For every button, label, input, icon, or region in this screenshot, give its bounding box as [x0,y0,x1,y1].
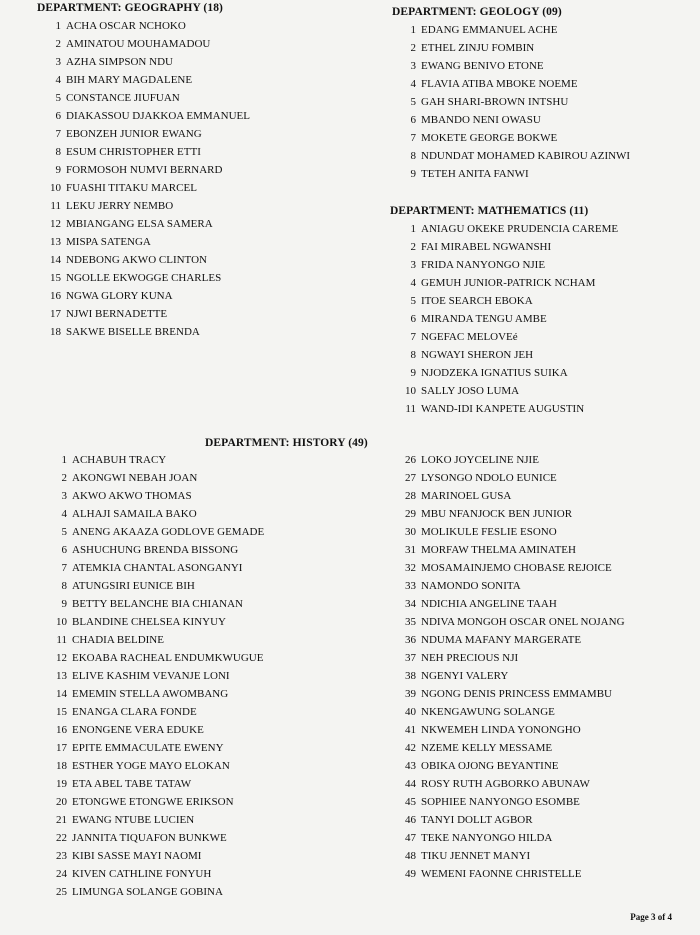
item-number: 31 [405,544,416,556]
list-item [37,505,264,523]
item-name: KIVEN CATHLINE FONYUH [72,868,212,880]
list-item [390,523,625,541]
item-name: JANNITA TIQUAFON BUNKWE [72,832,227,844]
item-number: 1 [410,223,416,235]
item-name: LOKO JOYCELINE NJIE [421,454,539,466]
list-item [390,487,625,505]
item-name: AKWO AKWO THOMAS [72,490,192,502]
list-item [37,107,250,125]
item-number: 28 [405,490,416,502]
item-number: 11 [405,403,416,415]
list-item [390,541,625,559]
list-item [390,649,625,667]
item-number: 4 [410,277,416,289]
item-number: 38 [405,670,416,682]
item-number: 9 [410,168,416,180]
item-number: 45 [405,796,416,808]
item-number: 4 [61,508,67,520]
item-name: NKENGAWUNG SOLANGE [421,706,555,718]
geography-list [37,17,250,341]
item-name: ACHA OSCAR NCHOKO [66,20,186,32]
item-number: 34 [405,598,416,610]
item-number: 18 [50,326,61,338]
item-name: EMEMIN STELLA AWOMBANG [72,688,229,700]
list-item [37,559,264,577]
item-number: 49 [405,868,416,880]
list-item [390,310,618,328]
item-number: 7 [61,562,67,574]
item-number: 32 [405,562,416,574]
item-number: 9 [61,598,67,610]
item-name: MISPA SATENGA [66,236,151,248]
history-list-left [37,451,264,901]
page-number: Page 3 of 4 [630,912,672,922]
item-number: 12 [50,218,61,230]
item-number: 11 [50,200,61,212]
list-item [390,829,625,847]
item-name: GAH SHARI-BROWN INTSHU [421,96,569,108]
mathematics-heading: DEPARTMENT: MATHEMATICS (11) [390,205,589,217]
item-name: ETA ABEL TABE TATAW [72,778,192,790]
item-number: 46 [405,814,416,826]
item-name: CHADIA BELDINE [72,634,164,646]
list-item [392,111,630,129]
list-item [37,233,250,251]
item-name: FORMOSOH NUMVI BERNARD [66,164,223,176]
list-item [37,739,264,757]
list-item [390,400,618,418]
item-name: ELIVE KASHIM VEVANJE LONI [72,670,230,682]
item-number: 30 [405,526,416,538]
list-item [37,775,264,793]
item-number: 13 [56,670,67,682]
item-name: EBONZEH JUNIOR EWANG [66,128,202,140]
item-name: TANYI DOLLT AGBOR [421,814,533,826]
item-name: MIRANDA TENGU AMBE [421,313,547,325]
item-number: 16 [50,290,61,302]
item-number: 10 [405,385,416,397]
item-number: 7 [55,128,61,140]
list-item [37,17,250,35]
item-number: 1 [410,24,416,36]
list-item [37,215,250,233]
item-number: 26 [405,454,416,466]
item-number: 5 [410,96,416,108]
item-name: NKWEMEH LINDA YONONGHO [421,724,581,736]
item-number: 5 [61,526,67,538]
item-name: LYSONGO NDOLO EUNICE [421,472,557,484]
item-number: 37 [405,652,416,664]
item-name: OBIKA OJONG BEYANTINE [421,760,559,772]
item-number: 17 [56,742,67,754]
list-item [37,631,264,649]
list-item [37,487,264,505]
item-name: ESUM CHRISTOPHER ETTI [66,146,201,158]
item-number: 2 [410,42,416,54]
item-number: 6 [55,110,61,122]
item-number: 6 [410,313,416,325]
item-name: ATEMKIA CHANTAL ASONGANYI [72,562,243,574]
list-item [390,292,618,310]
list-item [37,71,250,89]
item-name: MARINOEL GUSA [421,490,512,502]
list-item [390,721,625,739]
item-name: BLANDINE CHELSEA KINYUY [72,616,226,628]
item-name: EWANG NTUBE LUCIEN [72,814,195,826]
item-name: ANENG AKAAZA GODLOVE GEMADE [72,526,265,538]
list-item [37,323,250,341]
item-number: 8 [61,580,67,592]
item-number: 14 [56,688,67,700]
list-item [37,251,250,269]
list-item [37,847,264,865]
item-name: FRIDA NANYONGO NJIE [421,259,546,271]
list-item [392,21,630,39]
item-number: 9 [410,367,416,379]
item-name: ROSY RUTH AGBORKO ABUNAW [421,778,590,790]
item-name: ENONGENE VERA EDUKE [72,724,204,736]
item-name: KIBI SASSE MAYI NAOMI [72,850,202,862]
item-number: 14 [50,254,61,266]
item-name: FLAVIA ATIBA MBOKE NOEME [421,78,578,90]
item-name: AKONGWI NEBAH JOAN [72,472,198,484]
item-name: ESTHER YOGE MAYO ELOKAN [72,760,230,772]
list-item [37,613,264,631]
item-number: 2 [410,241,416,253]
list-item [390,346,618,364]
item-number: 3 [410,60,416,72]
mathematics-section [390,203,618,418]
item-name: NGWAYI SHERON JEH [421,349,534,361]
item-number: 27 [405,472,416,484]
item-number: 42 [405,742,416,754]
list-item [37,649,264,667]
list-item [37,829,264,847]
item-number: 16 [56,724,67,736]
item-name: ASHUCHUNG BRENDA BISSONG [72,544,239,556]
item-number: 10 [56,616,67,628]
list-item [392,57,630,75]
list-item [37,811,264,829]
item-name: EKOABA RACHEAL ENDUMKWUGUE [72,652,264,664]
item-number: 44 [405,778,416,790]
item-name: WAND-IDI KANPETE AUGUSTIN [421,403,585,415]
list-item [390,667,625,685]
item-number: 11 [56,634,67,646]
item-name: LEKU JERRY NEMBO [66,200,174,212]
list-item [37,595,264,613]
item-number: 6 [61,544,67,556]
item-number: 23 [56,850,67,862]
list-item [390,685,625,703]
item-name: NAMONDO SONITA [421,580,521,592]
item-name: MOKETE GEORGE BOKWE [421,132,558,144]
list-item [37,125,250,143]
item-number: 2 [61,472,67,484]
item-number: 13 [50,236,61,248]
item-number: 36 [405,634,416,646]
list-item [390,847,625,865]
list-item [37,305,250,323]
item-number: 39 [405,688,416,700]
list-item [37,35,250,53]
list-item [37,523,264,541]
list-item [392,129,630,147]
list-item [37,287,250,305]
item-name: MOSAMAINJEMO CHOBASE REJOICE [421,562,612,574]
item-name: GEMUH JUNIOR-PATRICK NCHAM [421,277,596,289]
item-name: ENANGA CLARA FONDE [72,706,197,718]
item-name: NDEBONG AKWO CLINTON [66,254,207,266]
list-item [390,364,618,382]
item-name: NDIVA MONGOH OSCAR ONEL NOJANG [421,616,625,628]
item-name: ANIAGU OKEKE PRUDENCIA CAREME [421,223,619,235]
item-number: 8 [55,146,61,158]
item-number: 2 [55,38,61,50]
list-item [390,451,625,469]
item-name: EPITE EMMACULATE EWENY [72,742,224,754]
history-list-right [390,451,625,883]
item-name: NDUNDAT MOHAMED KABIROU AZINWI [421,150,631,162]
list-item [37,89,250,107]
item-name: ATUNGSIRI EUNICE BIH [72,580,195,592]
geology-section [392,4,630,183]
item-number: 48 [405,850,416,862]
list-item [37,577,264,595]
history-left-column [37,451,264,901]
list-item [37,667,264,685]
item-number: 8 [410,150,416,162]
item-number: 18 [56,760,67,772]
item-number: 20 [56,796,67,808]
item-name: MBIANGANG ELSA SAMERA [66,218,213,230]
item-name: NZEME KELLY MESSAME [421,742,553,754]
item-number: 5 [410,295,416,307]
item-number: 7 [410,132,416,144]
history-section [205,435,368,451]
item-name: DIAKASSOU DJAKKOA EMMANUEL [66,110,250,122]
item-number: 5 [55,92,61,104]
list-item [37,541,264,559]
item-name: NGONG DENIS PRINCESS EMMAMBU [421,688,612,700]
list-item [392,147,630,165]
list-item [390,793,625,811]
item-name: ALHAJI SAMAILA BAKO [72,508,197,520]
item-name: EWANG BENIVO ETONE [421,60,544,72]
item-name: EDANG EMMANUEL ACHE [421,24,558,36]
item-number: 1 [61,454,67,466]
item-name: LIMUNGA SOLANGE GOBINA [72,886,223,898]
item-number: 40 [405,706,416,718]
list-item [392,165,630,183]
list-item [390,577,625,595]
list-item [37,721,264,739]
item-number: 21 [56,814,67,826]
list-item [390,739,625,757]
item-number: 12 [56,652,67,664]
item-name: MBU NFANJOCK BEN JUNIOR [421,508,573,520]
list-item [390,865,625,883]
item-number: 4 [410,78,416,90]
item-name: FUASHI TITAKU MARCEL [66,182,197,194]
item-number: 3 [410,259,416,271]
item-number: 9 [55,164,61,176]
list-item [390,811,625,829]
list-item [37,451,264,469]
item-number: 8 [410,349,416,361]
list-item [392,75,630,93]
list-item [390,505,625,523]
item-number: 29 [405,508,416,520]
item-number: 10 [50,182,61,194]
list-item [37,179,250,197]
list-item [390,469,625,487]
item-name: BETTY BELANCHE BIA CHIANAN [72,598,243,610]
item-name: FAI MIRABEL NGWANSHI [421,241,552,253]
list-item [37,469,264,487]
list-item [37,143,250,161]
list-item [37,793,264,811]
item-name: NGENYI VALERY [421,670,509,682]
geography-heading: DEPARTMENT: GEOGRAPHY (18) [37,2,223,14]
item-name: AZHA SIMPSON NDU [66,56,173,68]
item-number: 1 [55,20,61,32]
item-name: WEMENI FAONNE CHRISTELLE [421,868,582,880]
item-number: 15 [56,706,67,718]
history-right-column [390,451,625,883]
list-item [37,883,264,901]
item-name: NJWI BERNADETTE [66,308,168,320]
list-item [390,256,618,274]
item-name: MOLIKULE FESLIE ESONO [421,526,557,538]
list-item [390,703,625,721]
list-item [37,197,250,215]
item-number: 3 [55,56,61,68]
item-name: NDUMA MAFANY MARGERATE [421,634,582,646]
list-item [390,757,625,775]
item-name: NJODZEKA IGNATIUS SUIKA [421,367,568,379]
item-number: 7 [410,331,416,343]
item-name: SAKWE BISELLE BRENDA [66,326,200,338]
item-name: NDICHIA ANGELINE TAAH [421,598,557,610]
item-name: NEH PRECIOUS NJI [421,652,519,664]
list-item [390,775,625,793]
mathematics-list [390,220,618,418]
list-item [37,53,250,71]
list-item [390,559,625,577]
list-item [37,865,264,883]
item-name: MORFAW THELMA AMINATEH [421,544,576,556]
item-name: ETHEL ZINJU FOMBIN [421,42,535,54]
list-item [37,269,250,287]
item-number: 17 [50,308,61,320]
item-name: TIKU JENNET MANYI [421,850,531,862]
list-item [37,757,264,775]
item-name: ITOE SEARCH EBOKA [421,295,533,307]
list-item [390,595,625,613]
item-name: TEKE NANYONGO HILDA [421,832,553,844]
list-item [37,685,264,703]
list-item [390,328,618,346]
list-item [392,93,630,111]
item-name: SOPHIEE NANYONGO ESOMBE [421,796,580,808]
geology-list [392,21,630,183]
history-heading: DEPARTMENT: HISTORY (49) [205,437,368,449]
list-item [390,613,625,631]
item-name: SALLY JOSO LUMA [421,385,520,397]
item-number: 19 [56,778,67,790]
item-number: 43 [405,760,416,772]
item-name: ETONGWE ETONGWE ERIKSON [72,796,234,808]
item-name: CONSTANCE JIUFUAN [66,92,180,104]
list-item [390,238,618,256]
item-number: 35 [405,616,416,628]
item-name: NGWA GLORY KUNA [66,290,173,302]
list-item [392,39,630,57]
geography-section [37,0,250,341]
list-item [390,631,625,649]
item-name: BIH MARY MAGDALENE [66,74,193,86]
item-name: MBANDO NENI OWASU [421,114,541,126]
item-number: 3 [61,490,67,502]
item-number: 41 [405,724,416,736]
item-number: 33 [405,580,416,592]
item-number: 22 [56,832,67,844]
list-item [390,220,618,238]
item-name: NGEFAC MELOVEé [421,331,518,343]
geology-heading: DEPARTMENT: GEOLOGY (09) [392,6,562,18]
item-name: AMINATOU MOUHAMADOU [66,38,211,50]
item-number: 15 [50,272,61,284]
list-item [37,161,250,179]
item-number: 25 [56,886,67,898]
item-number: 6 [410,114,416,126]
list-item [37,703,264,721]
item-number: 4 [55,74,61,86]
list-item [390,274,618,292]
item-number: 47 [405,832,416,844]
item-number: 24 [56,868,67,880]
item-name: NGOLLE EKWOGGE CHARLES [66,272,222,284]
list-item [390,382,618,400]
item-name: TETEH ANITA FANWI [421,168,529,180]
item-name: ACHABUH TRACY [72,454,167,466]
